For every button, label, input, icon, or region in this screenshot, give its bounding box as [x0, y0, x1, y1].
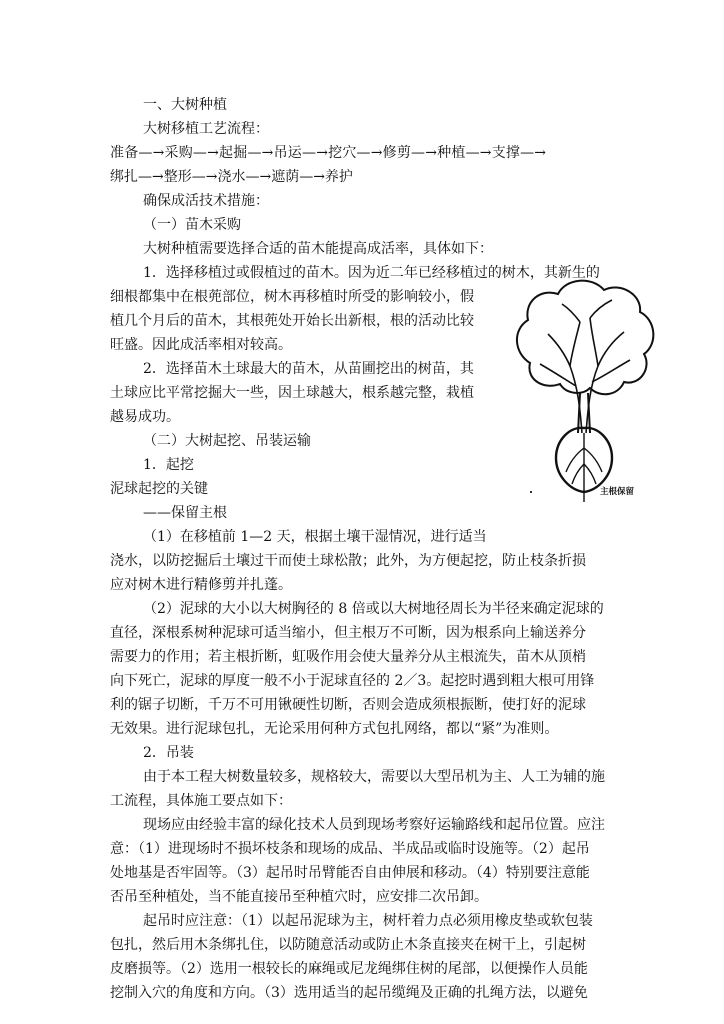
paragraph-line: 绑扎—→整形—→浇水—→遮荫—→养护	[110, 169, 353, 185]
paragraph-line: 浇水，以防挖掘后土壤过干而使土球松散；此外，为方便起挖，防止枝条折损	[110, 553, 586, 569]
subheading: 1．起挖	[143, 457, 194, 473]
subheading: （二）大树起挖、吊装运输	[143, 433, 311, 449]
paragraph-line: 确保成活技术措施：	[143, 193, 269, 209]
paragraph-line: 皮磨损等。（2）选用一根较长的麻绳或尼龙绳绑住树的尾部，以便操作人员能	[110, 961, 588, 977]
tree-taproot-illustration	[500, 268, 660, 508]
paragraph-line: （1）在移植前 1—2 天，根据土壤干湿情况，进行适当	[143, 529, 487, 545]
paragraph-line: 植几个月后的苗木，其根蔸处开始长出新根，根的活动比较	[110, 313, 474, 329]
paragraph-line: 旺盛。因此成活率相对较高。	[110, 337, 292, 353]
paragraph-line: ——保留主根	[143, 505, 227, 521]
paragraph-line: 处地基是否牢固等。（3）起吊时吊臂能否自由伸展和移动。（4）特别要注意能	[110, 865, 590, 881]
paragraph-line: 2．选择苗木土球最大的苗木，从苗圃挖出的树苗，其	[143, 361, 474, 377]
paragraph-line: 现场应由经验丰富的绿化技术人员到现场考察好运输路线和起吊位置。应注	[143, 817, 605, 833]
paragraph-line: 直径，深根系树种泥球可适当缩小，但主根万不可断，因为根系向上输送养分	[110, 625, 586, 641]
paragraph-line: 细根都集中在根蔸部位，树木再移植时所受的影响较小，假	[110, 289, 474, 305]
subheading: 2．吊装	[143, 745, 194, 761]
paragraph-line: 泥球起挖的关键	[110, 481, 208, 497]
paragraph-line: 越易成功。	[110, 409, 180, 425]
paragraph-line: 否吊至种植处，当不能直接吊至种植穴时，应安排二次吊卸。	[110, 889, 488, 905]
paragraph-line: 大树移植工艺流程：	[143, 121, 269, 137]
paragraph-line: 需要力的作用；若主根折断，虹吸作用会使大量养分从主根流失，苗木从顶梢	[110, 649, 586, 665]
paragraph-line: 包扎，然后用木条绑扎住，以防随意活动或防止木条直接夹在树干上，引起树	[110, 937, 586, 953]
paragraph-line: 意：（1）进现场时不损坏枝条和现场的成品、半成品或临时设施等。（2）起吊	[110, 841, 590, 857]
subheading: （一）苗木采购	[143, 217, 241, 233]
paragraph-line: 向下死亡，泥球的厚度一般不小于泥球直径的 2／3。起挖时遇到粗大根可用锋	[110, 673, 595, 689]
paragraph-line: 利的锯子切断，千万不可用锹硬性切断，否则会造成须根振断，使打好的泥球	[110, 697, 586, 713]
paragraph-line: 大树种植需要选择合适的苗木能提高成活率，具体如下：	[143, 241, 493, 257]
paragraph-line: 无效果。进行泥球包扎，无论采用何种方式包扎网络，都以“紧”为准则。	[110, 721, 559, 737]
figure-mark	[530, 491, 532, 493]
paragraph-line: 应对树木进行精修剪并扎蓬。	[110, 577, 292, 593]
paragraph-line: 起吊时应注意：（1）以起吊泥球为主，树杆着力点必须用橡皮垫或软包装	[143, 913, 593, 929]
paragraph-line: 土球应比平常挖掘大一些，因土球越大，根系越完整，栽植	[110, 385, 474, 401]
paragraph-line: （2）泥球的大小以大树胸径的 8 倍或以大树地径周长为半径来确定泥球的	[143, 601, 604, 617]
paragraph-line: 挖制入穴的角度和方向。（3）选用适当的起吊缆绳及正确的扎绳方法，以避免	[110, 985, 588, 1001]
paragraph-line: 准备—→采购—→起掘—→吊运—→挖穴—→修剪—→种植—→支撑—→	[110, 145, 547, 161]
paragraph-line: 由于本工程大树数量较多，规格较大，需要以大型吊机为主、人工为辅的施	[143, 769, 605, 785]
section-heading: 一、大树种植	[143, 97, 227, 113]
figure-caption: 主根保留	[600, 487, 635, 497]
tree-canopy	[517, 281, 653, 395]
roots	[566, 433, 602, 502]
paragraph-line: 工流程，具体施工要点如下：	[110, 793, 292, 809]
tree-branches	[540, 300, 630, 433]
paragraph-line: 1．选择移植过或假植过的苗木。因为近二年已经移植过的树木，其新生的	[143, 265, 600, 281]
